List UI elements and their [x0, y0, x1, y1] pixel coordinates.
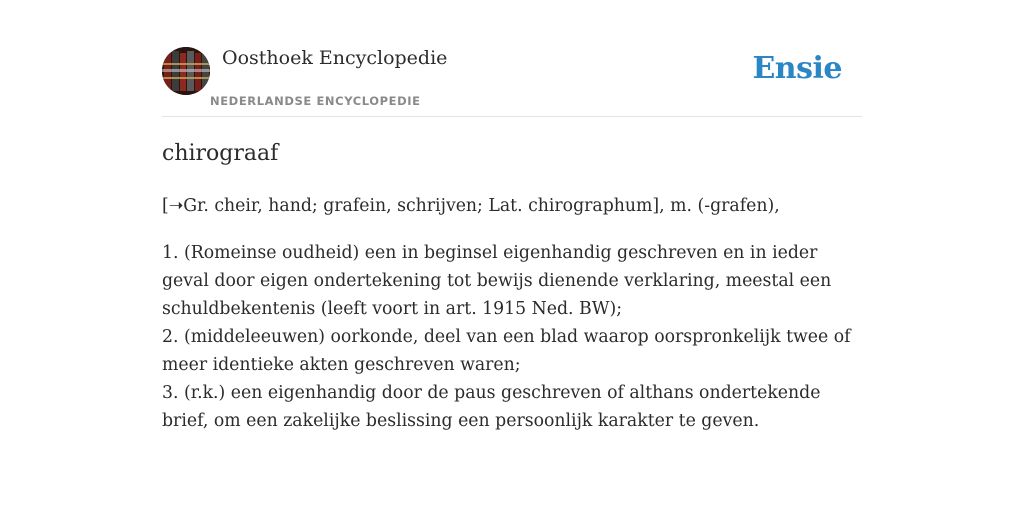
- avatar[interactable]: [162, 47, 210, 95]
- book-spines-icon: [162, 47, 210, 95]
- site-title[interactable]: Oosthoek Encyclopedie: [222, 47, 448, 69]
- site-header: [162, 46, 862, 117]
- definition-item: 3. (r.k.) een eigenhandig door de paus geschreven of althans ondertekende brief, om een zakelijke beslissing een persoonlijk karakter te geven.: [162, 383, 821, 431]
- definition-item: 1. (Romeinse oudheid) een in beginsel eigenhandig geschreven en in ieder geval door eigen ondertekening tot bewijs dienende verklaring, meestal een schuldbekentenis (leeft voort in art. 1915 Ned. BW);: [162, 243, 832, 319]
- entry-etymology: [➝Gr. cheir, hand; grafein, schrijven; Lat. chirographum], m. (-grafen),: [162, 196, 780, 216]
- definition-item: 2. (middeleeuwen) oorkonde, deel van een blad waarop oorspronkelijk twee of meer identieke akten geschreven waren;: [162, 327, 851, 375]
- site-subtitle: NEDERLANDSE ENCYCLOPEDIE: [210, 94, 421, 108]
- brand-logo[interactable]: Ensie: [752, 51, 842, 86]
- entry-definitions: [162, 239, 862, 435]
- entry-title: chirograaf: [162, 141, 279, 166]
